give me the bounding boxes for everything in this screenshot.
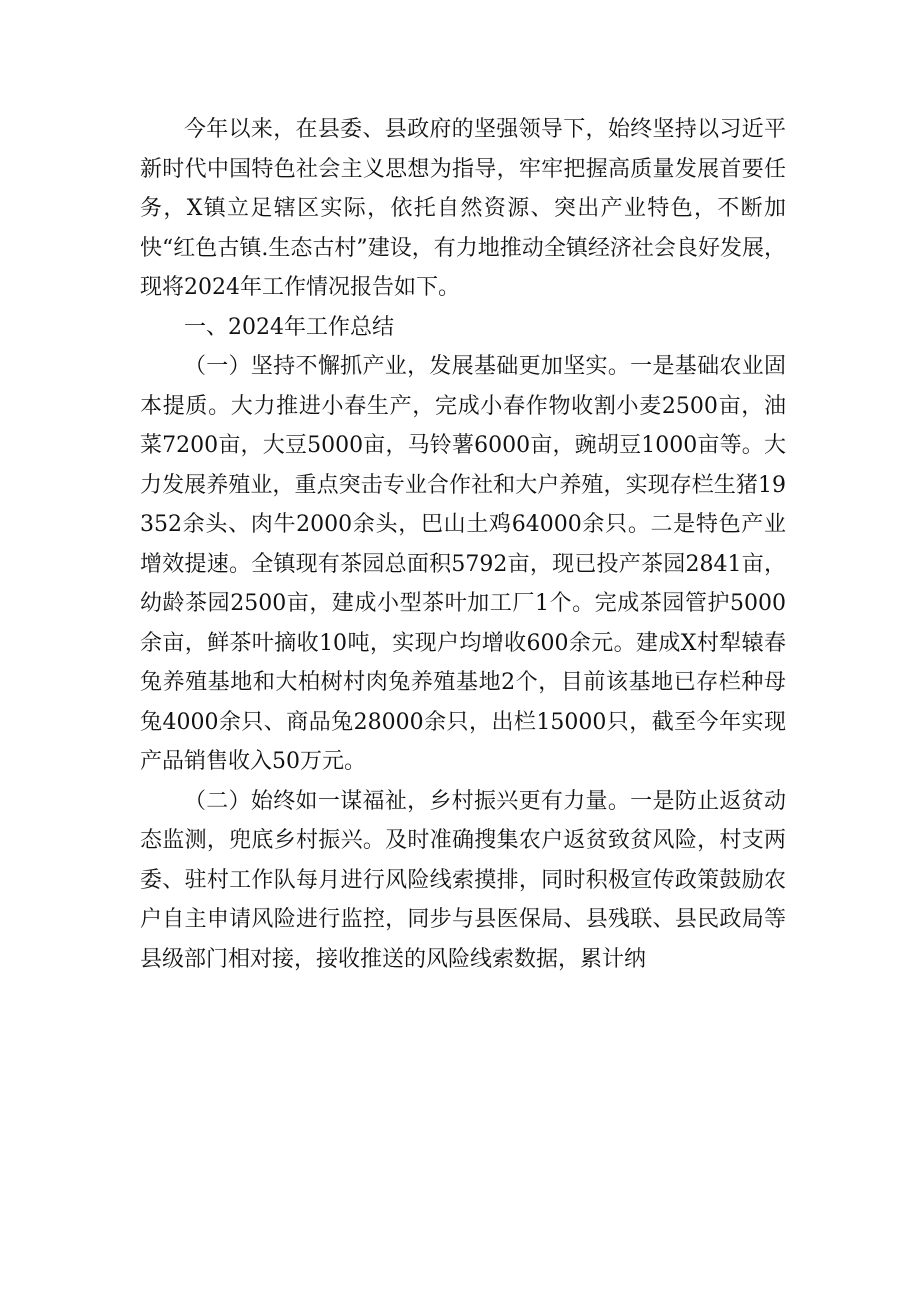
subsection-two-paragraph: （二）始终如一谋福祉，乡村振兴更有力量。一是防止返贫动态监测，兜底乡村振兴。及时准确搜集农户返贫致贫风险，村支两委、驻村工作队每月进行风险线索摸排，同时积极宣传政策鼓励农户自主申请风险进行监控，同步与县医保局、县残联、县民政局等县级部门相对接，接收推送的风险线索数据，累计纳	[140, 788, 786, 972]
section-heading-one: 一、2024年工作总结	[184, 314, 394, 340]
subsection-one-paragraph: （一）坚持不懈抓产业，发展基础更加坚实。一是基础农业固本提质。大力推进小春生产，完成小春作物收割小麦2500亩，油菜7200亩，大豆5000亩，马铃薯6000亩，豌胡豆1000亩等。大力发展养殖业，重点突击专业合作社和大户养殖，实现存栏生猪19352余头、肉牛2000余头，巴山土鸡64000余只。二是特色产业增效提速。全镇现有茶园总面积5792亩，现已投产茶园2841亩，幼龄茶园2500亩，建成小型茶叶加工厂1个。完成茶园管护5000余亩，鲜茶叶摘收10吨，实现户均增收600余元。建成X村犁辕春兔养殖基地和大柏树村肉兔养殖基地2个，目前该基地已存栏种母兔4000余只、商品兔28000余只，出栏15000只，截至今年实现产品销售收入50万元。	[140, 354, 786, 774]
intro-paragraph: 今年以来，在县委、县政府的坚强领导下，始终坚持以习近平新时代中国特色社会主义思想为指导，牢牢把握高质量发展首要任务，X镇立足辖区实际，依托自然资源、突出产业特色，不断加快“红色古镇.生态古村”建设，有力地推动全镇经济社会良好发展，现将2024年工作情况报告如下。	[140, 117, 786, 300]
document-body	[140, 110, 786, 979]
